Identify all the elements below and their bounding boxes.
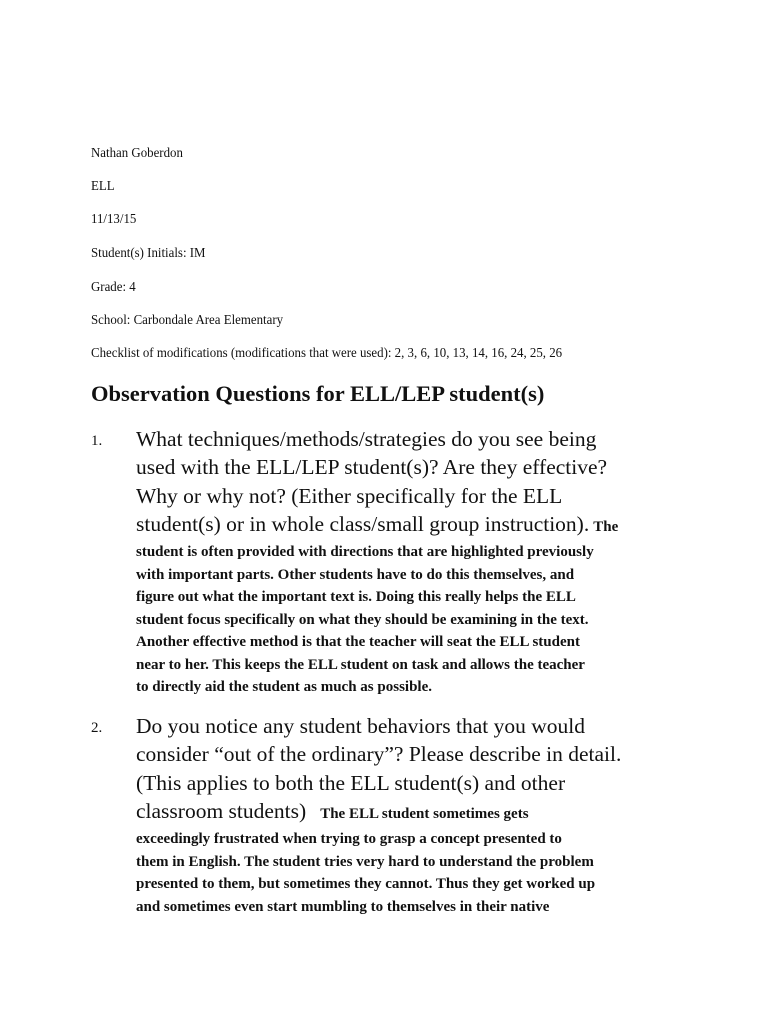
- answer-text: The ELL student sometimes gets: [320, 805, 529, 822]
- question-line: [136, 797, 681, 828]
- document-title: Observation Questions for ELL/LEP student(s): [91, 381, 545, 406]
- answer-line: student focus specifically on what they should be examining in the text.: [136, 611, 589, 628]
- answer-line: exceedingly frustrated when trying to grasp a concept presented to: [136, 831, 562, 848]
- document-date: 11/13/15: [91, 212, 137, 227]
- modifications-checklist: Checklist of modifications (modifications that were used): 2, 3, 6, 10, 13, 14, 16, 24, 25, 26: [91, 346, 563, 361]
- answer-line: with important parts. Other students have to do this themselves, and: [136, 566, 575, 583]
- question-line: What techniques/methods/strategies do you see being: [136, 427, 597, 451]
- course-name: ELL: [91, 179, 115, 194]
- answer-text: The: [593, 518, 619, 535]
- question-text: classroom students): [136, 798, 307, 823]
- question-block-1: [136, 425, 681, 699]
- answer-line: presented to them, but sometimes they cannot. Thus they get worked up: [136, 876, 596, 893]
- student-initials: Student(s) Initials: IM: [91, 246, 206, 261]
- answer-line: student is often provided with directions that are highlighted previously: [136, 544, 594, 561]
- question-line: Why or why not? (Either specifically for the ELL: [136, 483, 563, 508]
- answer-line: Another effective method is that the teacher will seat the ELL student: [136, 634, 580, 651]
- answer-line: them in English. The student tries very hard to understand the problem: [136, 853, 594, 870]
- answer-line: to directly aid the student as much as possible.: [136, 679, 433, 696]
- question-block-2: [136, 712, 681, 918]
- question-line: [136, 510, 681, 541]
- student-grade: Grade: 4: [91, 280, 136, 295]
- answer-line: near to her. This keeps the ELL student on task and allows the teacher: [136, 656, 585, 673]
- author-name: Nathan Goberdon: [91, 146, 183, 161]
- answer-line: and sometimes even start mumbling to themselves in their native: [136, 898, 550, 915]
- question-number: 1.: [91, 433, 103, 449]
- question-number: 2.: [91, 720, 103, 736]
- question-line: Do you notice any student behaviors that you would: [136, 714, 586, 738]
- question-text: student(s) or in whole class/small group instruction).: [136, 511, 590, 536]
- answer-line: figure out what the important text is. Doing this really helps the ELL: [136, 589, 576, 606]
- question-line: used with the ELL/LEP student(s)? Are they effective?: [136, 455, 608, 480]
- school-name: School: Carbondale Area Elementary: [91, 313, 284, 328]
- question-line: consider “out of the ordinary”? Please describe in detail.: [136, 742, 622, 767]
- question-line: (This applies to both the ELL student(s) and other: [136, 770, 566, 795]
